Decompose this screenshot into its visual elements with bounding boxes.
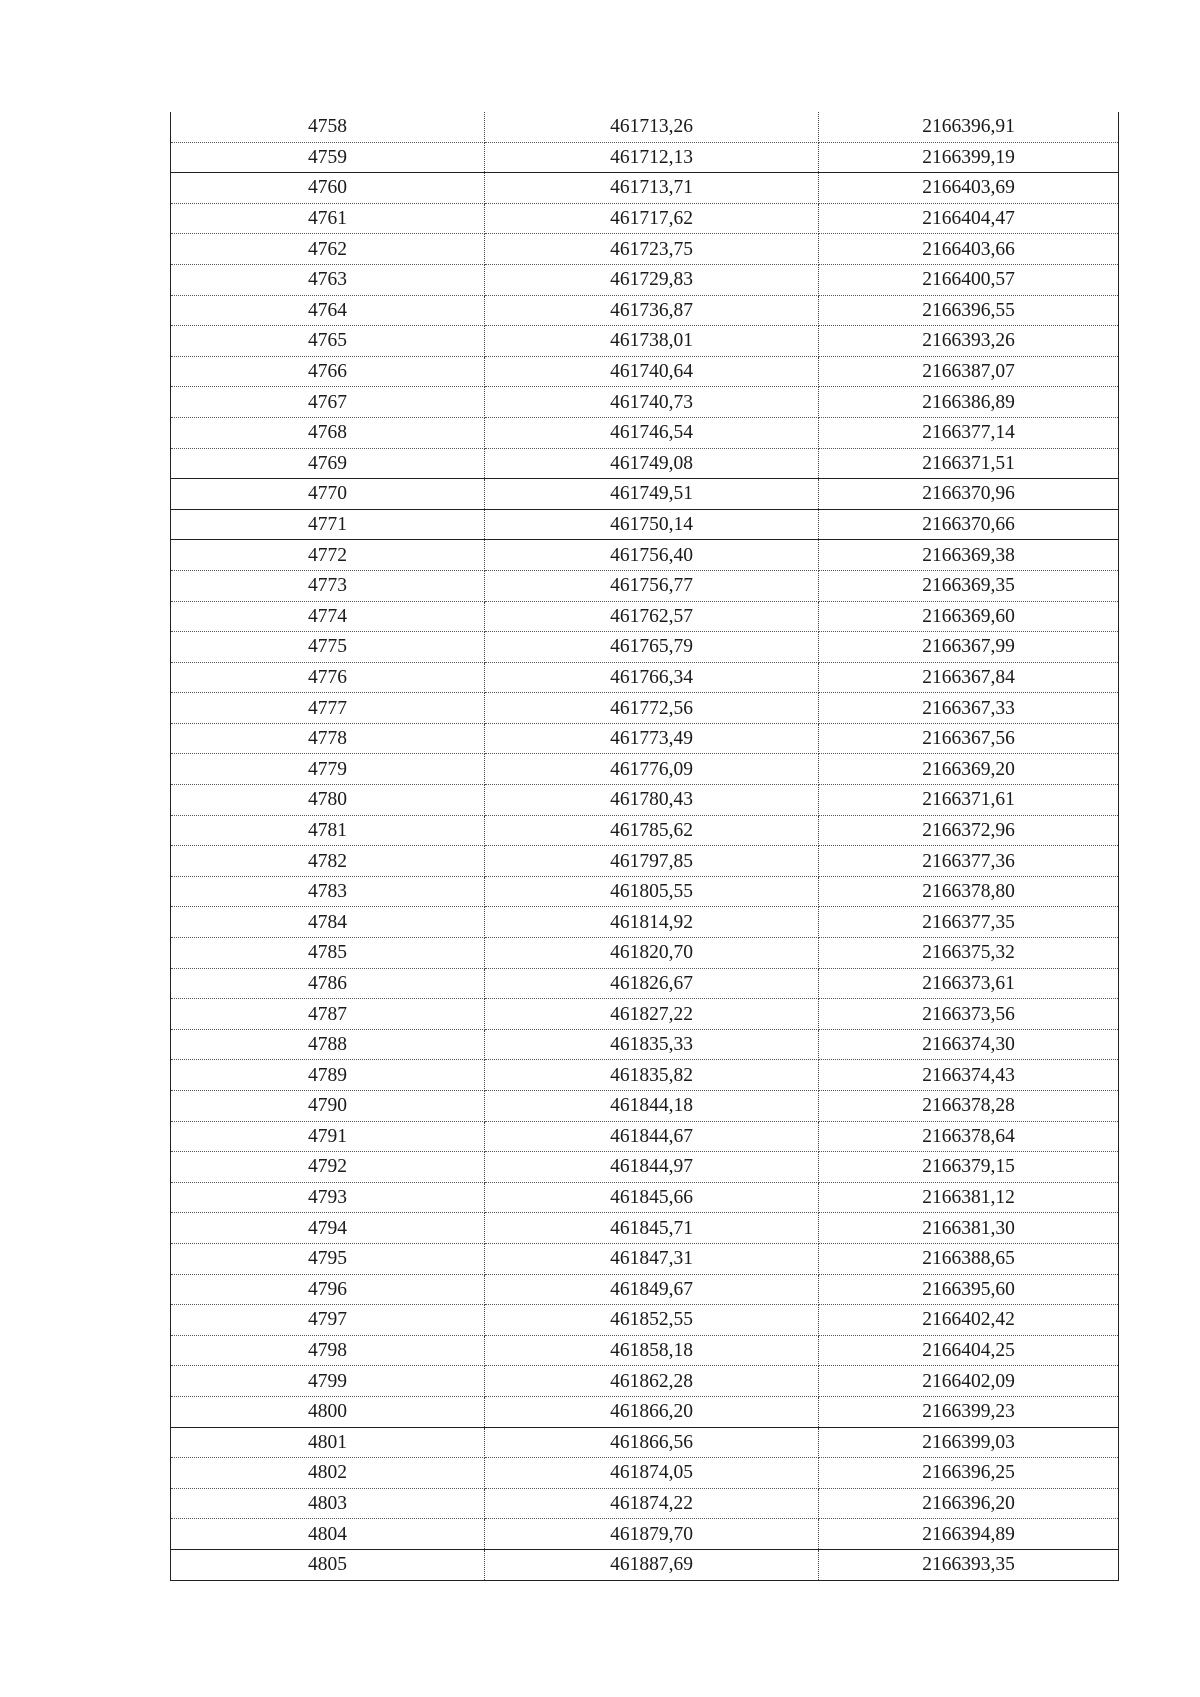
table-row bbox=[171, 509, 1119, 540]
x-coordinate-cell: 461814,92 bbox=[485, 907, 819, 938]
y-coordinate-cell: 2166396,20 bbox=[819, 1488, 1119, 1519]
y-coordinate-cell: 2166399,03 bbox=[819, 1427, 1119, 1458]
point-number-cell: 4781 bbox=[171, 815, 485, 846]
y-coordinate-cell: 2166381,30 bbox=[819, 1213, 1119, 1244]
y-coordinate-cell: 2166379,15 bbox=[819, 1152, 1119, 1183]
x-coordinate-cell: 461827,22 bbox=[485, 999, 819, 1030]
y-coordinate-cell: 2166378,80 bbox=[819, 876, 1119, 907]
x-coordinate-cell: 461772,56 bbox=[485, 693, 819, 724]
point-number-cell: 4802 bbox=[171, 1458, 485, 1489]
table-row bbox=[171, 938, 1119, 969]
table-row bbox=[171, 1152, 1119, 1183]
y-coordinate-cell: 2166387,07 bbox=[819, 356, 1119, 387]
x-coordinate-cell: 461879,70 bbox=[485, 1519, 819, 1550]
point-number-cell: 4794 bbox=[171, 1213, 485, 1244]
x-coordinate-cell: 461756,40 bbox=[485, 540, 819, 571]
x-coordinate-cell: 461797,85 bbox=[485, 846, 819, 877]
point-number-cell: 4771 bbox=[171, 509, 485, 540]
y-coordinate-cell: 2166371,61 bbox=[819, 785, 1119, 816]
table-row bbox=[171, 1243, 1119, 1274]
point-number-cell: 4760 bbox=[171, 173, 485, 204]
point-number-cell: 4758 bbox=[171, 112, 485, 142]
table-row bbox=[171, 601, 1119, 632]
table-row bbox=[171, 754, 1119, 785]
y-coordinate-cell: 2166369,35 bbox=[819, 570, 1119, 601]
table-row bbox=[171, 1213, 1119, 1244]
point-number-cell: 4799 bbox=[171, 1366, 485, 1397]
y-coordinate-cell: 2166386,89 bbox=[819, 387, 1119, 418]
table-row bbox=[171, 356, 1119, 387]
point-number-cell: 4765 bbox=[171, 326, 485, 357]
point-number-cell: 4764 bbox=[171, 295, 485, 326]
x-coordinate-cell: 461887,69 bbox=[485, 1549, 819, 1580]
point-number-cell: 4776 bbox=[171, 662, 485, 693]
point-number-cell: 4793 bbox=[171, 1182, 485, 1213]
table-row bbox=[171, 1549, 1119, 1580]
y-coordinate-cell: 2166399,23 bbox=[819, 1396, 1119, 1427]
y-coordinate-cell: 2166403,69 bbox=[819, 173, 1119, 204]
table-row bbox=[171, 723, 1119, 754]
table-row bbox=[171, 785, 1119, 816]
y-coordinate-cell: 2166396,91 bbox=[819, 112, 1119, 142]
point-number-cell: 4774 bbox=[171, 601, 485, 632]
x-coordinate-cell: 461785,62 bbox=[485, 815, 819, 846]
y-coordinate-cell: 2166404,25 bbox=[819, 1335, 1119, 1366]
x-coordinate-cell: 461874,22 bbox=[485, 1488, 819, 1519]
x-coordinate-cell: 461746,54 bbox=[485, 417, 819, 448]
x-coordinate-cell: 461736,87 bbox=[485, 295, 819, 326]
table-row bbox=[171, 968, 1119, 999]
table-row bbox=[171, 203, 1119, 234]
y-coordinate-cell: 2166396,25 bbox=[819, 1458, 1119, 1489]
x-coordinate-cell: 461756,77 bbox=[485, 570, 819, 601]
y-coordinate-cell: 2166367,84 bbox=[819, 662, 1119, 693]
table-row bbox=[171, 173, 1119, 204]
table-row bbox=[171, 417, 1119, 448]
x-coordinate-cell: 461826,67 bbox=[485, 968, 819, 999]
y-coordinate-cell: 2166369,20 bbox=[819, 754, 1119, 785]
x-coordinate-cell: 461866,20 bbox=[485, 1396, 819, 1427]
point-number-cell: 4778 bbox=[171, 723, 485, 754]
table-row bbox=[171, 570, 1119, 601]
x-coordinate-cell: 461845,66 bbox=[485, 1182, 819, 1213]
point-number-cell: 4786 bbox=[171, 968, 485, 999]
y-coordinate-cell: 2166367,56 bbox=[819, 723, 1119, 754]
x-coordinate-cell: 461765,79 bbox=[485, 632, 819, 663]
x-coordinate-cell: 461820,70 bbox=[485, 938, 819, 969]
y-coordinate-cell: 2166370,66 bbox=[819, 509, 1119, 540]
table-row bbox=[171, 295, 1119, 326]
table-row bbox=[171, 815, 1119, 846]
table-row bbox=[171, 326, 1119, 357]
x-coordinate-cell: 461740,73 bbox=[485, 387, 819, 418]
x-coordinate-cell: 461844,67 bbox=[485, 1121, 819, 1152]
point-number-cell: 4773 bbox=[171, 570, 485, 601]
y-coordinate-cell: 2166393,35 bbox=[819, 1549, 1119, 1580]
y-coordinate-cell: 2166372,96 bbox=[819, 815, 1119, 846]
point-number-cell: 4796 bbox=[171, 1274, 485, 1305]
y-coordinate-cell: 2166378,28 bbox=[819, 1091, 1119, 1122]
point-number-cell: 4789 bbox=[171, 1060, 485, 1091]
x-coordinate-cell: 461845,71 bbox=[485, 1213, 819, 1244]
x-coordinate-cell: 461773,49 bbox=[485, 723, 819, 754]
point-number-cell: 4800 bbox=[171, 1396, 485, 1427]
y-coordinate-cell: 2166402,42 bbox=[819, 1305, 1119, 1336]
x-coordinate-cell: 461835,82 bbox=[485, 1060, 819, 1091]
y-coordinate-cell: 2166369,60 bbox=[819, 601, 1119, 632]
point-number-cell: 4782 bbox=[171, 846, 485, 877]
table-row bbox=[171, 1396, 1119, 1427]
x-coordinate-cell: 461766,34 bbox=[485, 662, 819, 693]
x-coordinate-cell: 461866,56 bbox=[485, 1427, 819, 1458]
table-row bbox=[171, 142, 1119, 173]
x-coordinate-cell: 461849,67 bbox=[485, 1274, 819, 1305]
y-coordinate-cell: 2166396,55 bbox=[819, 295, 1119, 326]
x-coordinate-cell: 461844,18 bbox=[485, 1091, 819, 1122]
y-coordinate-cell: 2166367,99 bbox=[819, 632, 1119, 663]
point-number-cell: 4767 bbox=[171, 387, 485, 418]
point-number-cell: 4785 bbox=[171, 938, 485, 969]
table-row bbox=[171, 1091, 1119, 1122]
y-coordinate-cell: 2166367,33 bbox=[819, 693, 1119, 724]
table-row bbox=[171, 448, 1119, 479]
point-number-cell: 4783 bbox=[171, 876, 485, 907]
table-row bbox=[171, 1121, 1119, 1152]
y-coordinate-cell: 2166403,66 bbox=[819, 234, 1119, 265]
point-number-cell: 4798 bbox=[171, 1335, 485, 1366]
coordinates-table bbox=[170, 112, 1119, 1581]
y-coordinate-cell: 2166404,47 bbox=[819, 203, 1119, 234]
point-number-cell: 4801 bbox=[171, 1427, 485, 1458]
point-number-cell: 4780 bbox=[171, 785, 485, 816]
point-number-cell: 4795 bbox=[171, 1243, 485, 1274]
y-coordinate-cell: 2166395,60 bbox=[819, 1274, 1119, 1305]
table-row bbox=[171, 112, 1119, 142]
point-number-cell: 4803 bbox=[171, 1488, 485, 1519]
table-row bbox=[171, 1488, 1119, 1519]
table-row bbox=[171, 632, 1119, 663]
y-coordinate-cell: 2166381,12 bbox=[819, 1182, 1119, 1213]
point-number-cell: 4788 bbox=[171, 1029, 485, 1060]
table-row bbox=[171, 1274, 1119, 1305]
table-row bbox=[171, 1060, 1119, 1091]
table-row bbox=[171, 1182, 1119, 1213]
x-coordinate-cell: 461847,31 bbox=[485, 1243, 819, 1274]
point-number-cell: 4804 bbox=[171, 1519, 485, 1550]
y-coordinate-cell: 2166377,35 bbox=[819, 907, 1119, 938]
table-row bbox=[171, 1427, 1119, 1458]
point-number-cell: 4768 bbox=[171, 417, 485, 448]
point-number-cell: 4766 bbox=[171, 356, 485, 387]
x-coordinate-cell: 461750,14 bbox=[485, 509, 819, 540]
point-number-cell: 4805 bbox=[171, 1549, 485, 1580]
table-row bbox=[171, 1366, 1119, 1397]
table-row bbox=[171, 1335, 1119, 1366]
point-number-cell: 4762 bbox=[171, 234, 485, 265]
y-coordinate-cell: 2166400,57 bbox=[819, 264, 1119, 295]
y-coordinate-cell: 2166393,26 bbox=[819, 326, 1119, 357]
point-number-cell: 4775 bbox=[171, 632, 485, 663]
table-row bbox=[171, 662, 1119, 693]
x-coordinate-cell: 461723,75 bbox=[485, 234, 819, 265]
y-coordinate-cell: 2166374,43 bbox=[819, 1060, 1119, 1091]
y-coordinate-cell: 2166370,96 bbox=[819, 479, 1119, 510]
y-coordinate-cell: 2166399,19 bbox=[819, 142, 1119, 173]
x-coordinate-cell: 461874,05 bbox=[485, 1458, 819, 1489]
y-coordinate-cell: 2166375,32 bbox=[819, 938, 1119, 969]
x-coordinate-cell: 461835,33 bbox=[485, 1029, 819, 1060]
x-coordinate-cell: 461776,09 bbox=[485, 754, 819, 785]
y-coordinate-cell: 2166373,61 bbox=[819, 968, 1119, 999]
table-row bbox=[171, 846, 1119, 877]
x-coordinate-cell: 461780,43 bbox=[485, 785, 819, 816]
point-number-cell: 4784 bbox=[171, 907, 485, 938]
table-row bbox=[171, 693, 1119, 724]
table-row bbox=[171, 876, 1119, 907]
x-coordinate-cell: 461729,83 bbox=[485, 264, 819, 295]
y-coordinate-cell: 2166394,89 bbox=[819, 1519, 1119, 1550]
point-number-cell: 4787 bbox=[171, 999, 485, 1030]
table-row bbox=[171, 1029, 1119, 1060]
point-number-cell: 4772 bbox=[171, 540, 485, 571]
point-number-cell: 4790 bbox=[171, 1091, 485, 1122]
x-coordinate-cell: 461738,01 bbox=[485, 326, 819, 357]
y-coordinate-cell: 2166371,51 bbox=[819, 448, 1119, 479]
point-number-cell: 4770 bbox=[171, 479, 485, 510]
x-coordinate-cell: 461740,64 bbox=[485, 356, 819, 387]
y-coordinate-cell: 2166402,09 bbox=[819, 1366, 1119, 1397]
y-coordinate-cell: 2166369,38 bbox=[819, 540, 1119, 571]
table-row bbox=[171, 907, 1119, 938]
table-row bbox=[171, 234, 1119, 265]
point-number-cell: 4779 bbox=[171, 754, 485, 785]
x-coordinate-cell: 461862,28 bbox=[485, 1366, 819, 1397]
table-row bbox=[171, 999, 1119, 1030]
x-coordinate-cell: 461749,08 bbox=[485, 448, 819, 479]
y-coordinate-cell: 2166378,64 bbox=[819, 1121, 1119, 1152]
y-coordinate-cell: 2166377,14 bbox=[819, 417, 1119, 448]
table-row bbox=[171, 387, 1119, 418]
x-coordinate-cell: 461844,97 bbox=[485, 1152, 819, 1183]
x-coordinate-cell: 461713,71 bbox=[485, 173, 819, 204]
table-row bbox=[171, 479, 1119, 510]
point-number-cell: 4763 bbox=[171, 264, 485, 295]
x-coordinate-cell: 461805,55 bbox=[485, 876, 819, 907]
y-coordinate-cell: 2166377,36 bbox=[819, 846, 1119, 877]
table-row bbox=[171, 1458, 1119, 1489]
point-number-cell: 4792 bbox=[171, 1152, 485, 1183]
coordinates-table-body bbox=[171, 112, 1119, 1580]
x-coordinate-cell: 461762,57 bbox=[485, 601, 819, 632]
y-coordinate-cell: 2166388,65 bbox=[819, 1243, 1119, 1274]
y-coordinate-cell: 2166373,56 bbox=[819, 999, 1119, 1030]
table-row bbox=[171, 1305, 1119, 1336]
table-row bbox=[171, 264, 1119, 295]
point-number-cell: 4791 bbox=[171, 1121, 485, 1152]
x-coordinate-cell: 461858,18 bbox=[485, 1335, 819, 1366]
x-coordinate-cell: 461749,51 bbox=[485, 479, 819, 510]
table-row bbox=[171, 540, 1119, 571]
point-number-cell: 4759 bbox=[171, 142, 485, 173]
point-number-cell: 4769 bbox=[171, 448, 485, 479]
x-coordinate-cell: 461717,62 bbox=[485, 203, 819, 234]
x-coordinate-cell: 461712,13 bbox=[485, 142, 819, 173]
x-coordinate-cell: 461852,55 bbox=[485, 1305, 819, 1336]
point-number-cell: 4797 bbox=[171, 1305, 485, 1336]
y-coordinate-cell: 2166374,30 bbox=[819, 1029, 1119, 1060]
point-number-cell: 4761 bbox=[171, 203, 485, 234]
table-row bbox=[171, 1519, 1119, 1550]
point-number-cell: 4777 bbox=[171, 693, 485, 724]
x-coordinate-cell: 461713,26 bbox=[485, 112, 819, 142]
